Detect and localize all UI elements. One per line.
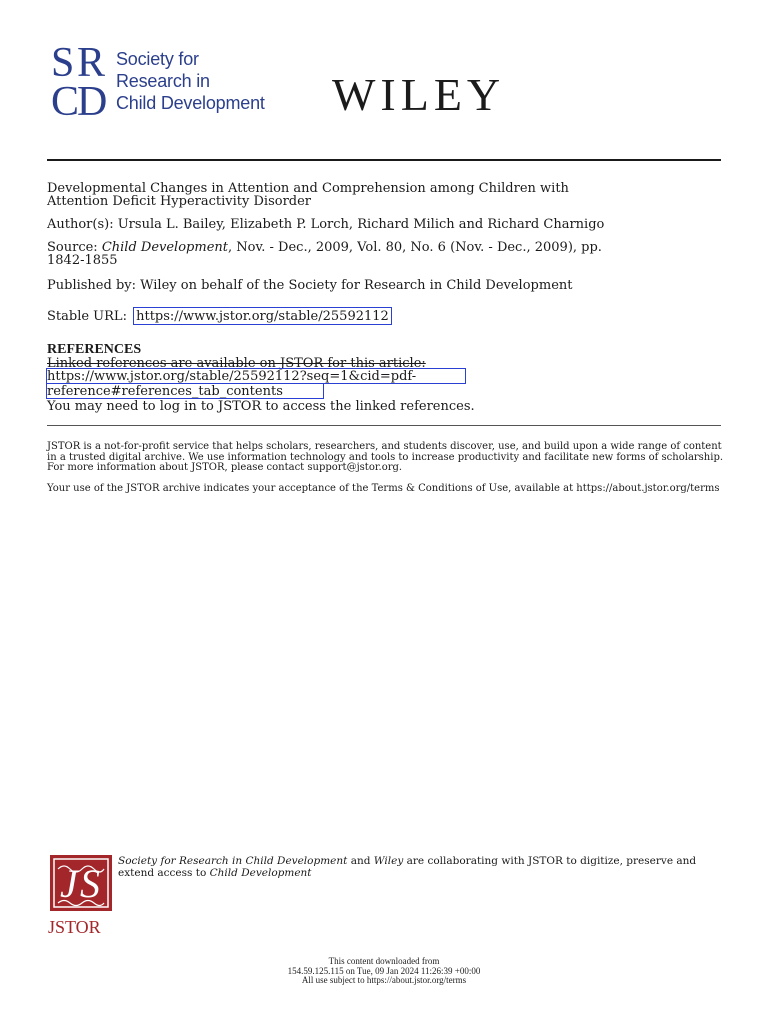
srcd-line-1: Society for <box>116 49 199 69</box>
references-intro: Linked references are available on JSTOR for this article: <box>47 356 426 371</box>
collab-and: and <box>347 855 374 867</box>
terms-notice: Your use of the JSTOR archive indicates your acceptance of the Terms & Conditions of Use, available at https://about.jstor.org/terms <box>47 483 720 494</box>
jstor-wordmark: JSTOR <box>48 917 101 935</box>
collab-org: Society for Research in Child Development <box>118 855 348 867</box>
jstor-notice: JSTOR is a not-for-profit service that helps scholars, researchers, and students discover, use, and build upon a wide range of content in a trusted digital archive. We use information technology and tools to increase productivity and facilitate new forms of scholarship. For more information about JSTOR, please contact support@jstor.org. <box>47 441 724 473</box>
collaboration-statement <box>118 856 718 879</box>
stable-url-label: Stable URL: <box>47 309 127 324</box>
title-line-1: Developmental Changes in Attention and Comprehension among Children with <box>47 181 569 196</box>
collab-journal: Child Development <box>209 866 312 879</box>
article-authors: Author(s): Ursula L. Bailey, Elizabeth P. Lorch, Richard Milich and Richard Charnigo <box>47 217 605 232</box>
stable-url-row <box>47 307 392 325</box>
title-line-2: Attention Deficit Hyperactivity Disorder <box>47 194 312 209</box>
source-pages: 1842-1855 <box>47 253 118 268</box>
srcd-logo <box>50 42 300 118</box>
srcd-logo-icon <box>50 42 114 118</box>
references-heading: REFERENCES <box>47 342 142 357</box>
stable-url-link[interactable]: https://www.jstor.org/stable/25592112 <box>133 307 392 325</box>
collab-publisher: Wiley <box>373 855 404 867</box>
download-footer <box>184 957 584 986</box>
svg-text:R: R <box>77 42 106 86</box>
wiley-logo: WILEY <box>332 69 506 120</box>
svg-text:J: J <box>60 861 78 906</box>
svg-text:D: D <box>77 79 108 118</box>
article-publisher: Published by: Wiley on behalf of the Society for Research in Child Development <box>47 278 573 293</box>
svg-text:S: S <box>80 861 100 906</box>
section-divider <box>47 425 721 426</box>
jstor-logo-icon <box>48 855 118 935</box>
article-title <box>47 182 569 208</box>
references-link-part-2[interactable]: reference#references_tab_contents <box>47 384 283 399</box>
footer-line-3: All use subject to https://about.jstor.org/terms <box>301 975 467 985</box>
article-source <box>47 241 602 267</box>
svg-text:S: S <box>51 42 75 86</box>
source-journal: Child Development <box>101 240 228 255</box>
footer-line-2: 154.59.125.115 on Tue, 09 Jan 2024 11:26:39 +00:00 <box>287 965 481 976</box>
references-login-note: You may need to log in to JSTOR to access the linked references. <box>47 399 475 414</box>
collab-text: are collaborating with JSTOR to digitize, preserve and extend access to <box>118 855 697 879</box>
svg-text:C: C <box>51 79 80 118</box>
references-link-part-1[interactable]: https://www.jstor.org/stable/25592112?seq=1&cid=pdf- <box>47 369 417 384</box>
header-divider <box>47 159 721 161</box>
srcd-line-3: Child Development <box>116 93 265 113</box>
footer-line-1: This content downloaded from <box>328 956 440 966</box>
srcd-wordmark <box>116 48 265 114</box>
source-details: , Nov. - Dec., 2009, Vol. 80, No. 6 (Nov. - Dec., 2009), pp. <box>227 240 602 255</box>
srcd-line-2: Research in <box>116 71 210 91</box>
source-label: Source: <box>47 240 102 255</box>
